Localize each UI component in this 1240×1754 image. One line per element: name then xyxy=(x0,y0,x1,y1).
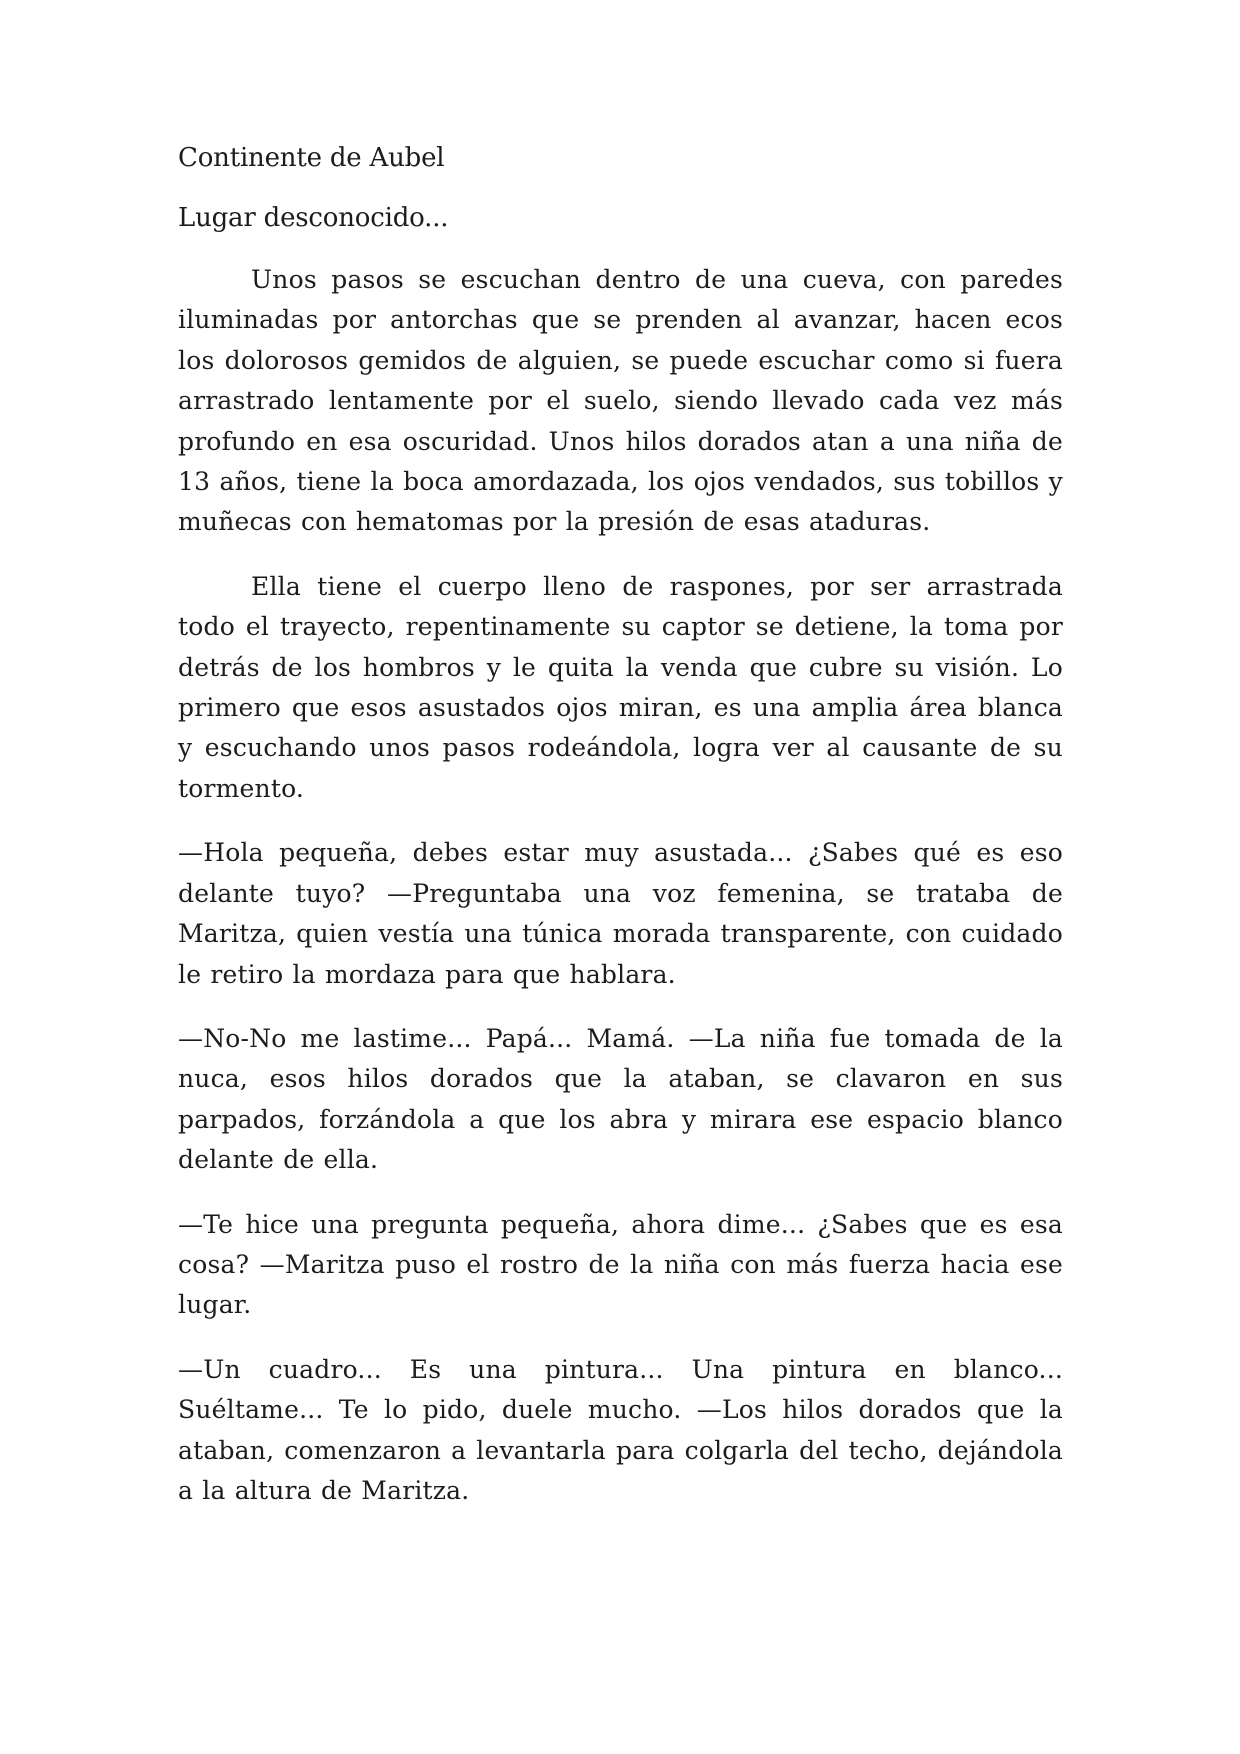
document-page xyxy=(178,140,1063,1535)
paragraph-2: Ella tiene el cuerpo lleno de raspones, por ser arrastrada todo el trayecto, repentinamente su captor se detiene, la toma por detrás de los hombros y le quita la venda que cubre su visión. Lo primero que esos asustados ojos miran, es una amplia área blanca y escuchando unos pasos rodeándola, logra ver al causante de su tormento. xyxy=(178,571,1063,803)
paragraph-1: Unos pasos se escuchan dentro de una cueva, con paredes iluminadas por antorchas que se prenden al avanzar, hacen ecos los dolorosos gemidos de alguien, se puede escuchar como si fuera arrastrado lentamente por el suelo, siendo llevado cada vez más profundo en esa oscuridad. Unos hilos dorados atan a una niña de 13 años, tiene la boca amordazada, los ojos vendados, sus tobillos y muñecas con hematomas por la presión de esas ataduras. xyxy=(178,265,1063,537)
dialogue-paragraph-2: —No-No me lastime... Papá... Mamá. —La niña fue tomada de la nuca, esos hilos dorados que la ataban, se clavaron en sus parpados, forzándola a que los abra y mirara ese espacio blanco delante de ella. xyxy=(178,1023,1063,1175)
dialogue-paragraph-4: —Un cuadro... Es una pintura... Una pintura en blanco... Suéltame... Te lo pido, duele mucho. —Los hilos dorados que la ataban, comenzaron a levantarla para colgarla del techo, dejándola a la altura de Maritza. xyxy=(178,1354,1063,1505)
dialogue-paragraph-1: —Hola pequeña, debes estar muy asustada... ¿Sabes qué es eso delante tuyo? —Preguntaba una voz femenina, se trataba de Maritza, quien vestía una túnica morada transparente, con cuidado le retiro la mordaza para que hablara. xyxy=(178,838,1063,989)
chapter-location-heading: Continente de Aubel xyxy=(178,143,445,173)
scene-location-heading: Lugar desconocido... xyxy=(178,203,449,233)
dialogue-paragraph-3: —Te hice una pregunta pequeña, ahora dime... ¿Sabes que es esa cosa? —Maritza puso el rostro de la niña con más fuerza hacia ese lugar. xyxy=(178,1209,1063,1320)
